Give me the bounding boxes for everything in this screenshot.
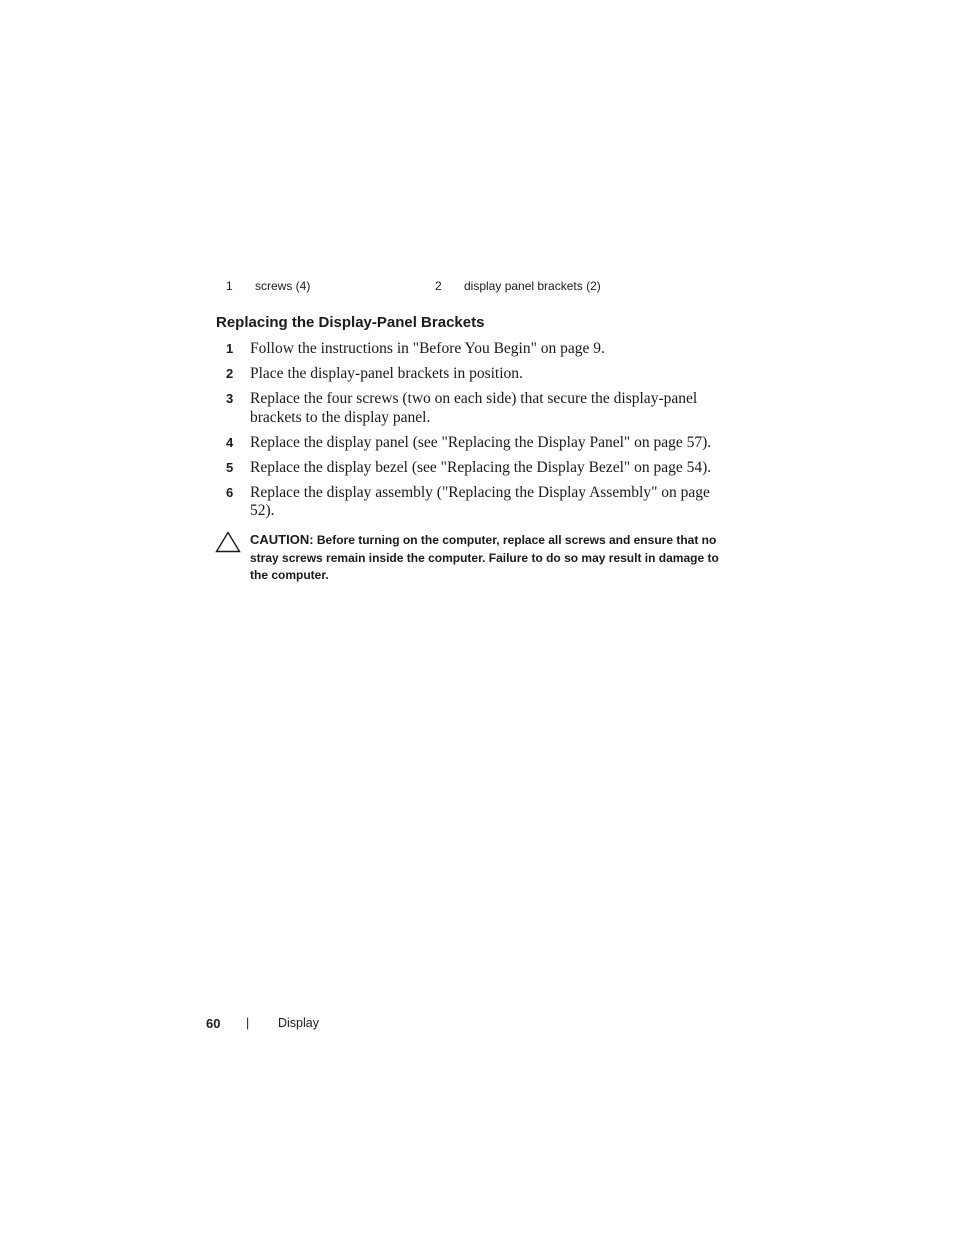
list-item <box>226 484 716 521</box>
step-number: 5 <box>226 459 234 475</box>
step-number: 6 <box>226 484 234 500</box>
footer-separator: | <box>246 1016 250 1030</box>
callout-label: display panel brackets (2) <box>464 279 601 293</box>
step-text: Replace the display assembly ("Replacing the Display Assembly" on page 52). <box>250 483 710 519</box>
section-title: Replacing the Display-Panel Brackets <box>216 314 485 331</box>
callout-label: screws (4) <box>255 279 311 293</box>
step-text: Replace the display bezel (see "Replacing the Display Bezel" on page 54). <box>250 458 712 476</box>
page-footer <box>206 1016 406 1034</box>
callout-number: 1 <box>226 279 233 293</box>
list-item <box>226 459 716 478</box>
caution-text-block <box>250 531 720 585</box>
caution-notice <box>215 531 720 585</box>
caution-body: Before turning on the computer, replace all screws and ensure that no stray screws remain inside the computer. Failure to do so may result in damage to the computer. <box>250 533 719 582</box>
caution-triangle-icon <box>215 531 241 553</box>
step-number: 2 <box>226 366 234 381</box>
list-item <box>226 365 716 384</box>
step-number: 3 <box>226 391 234 406</box>
chapter-name: Display <box>278 1016 319 1030</box>
step-number: 4 <box>226 434 234 450</box>
step-text: Replace the display panel (see "Replacing the Display Panel" on page 57). <box>250 433 712 451</box>
step-number: 1 <box>226 341 234 356</box>
step-text: Place the display-panel brackets in position. <box>250 365 523 382</box>
page-number: 60 <box>206 1016 221 1031</box>
list-item <box>226 390 716 427</box>
list-item <box>226 434 716 453</box>
list-item <box>226 340 716 359</box>
callout-number: 2 <box>435 279 442 293</box>
step-text: Follow the instructions in "Before You Begin" on page 9. <box>250 340 605 357</box>
procedure-steps <box>226 340 716 527</box>
caution-label: CAUTION: <box>250 532 314 547</box>
step-text: Replace the four screws (two on each side) that secure the display-panel brackets to the display panel. <box>250 390 698 426</box>
callout-legend <box>226 279 726 295</box>
